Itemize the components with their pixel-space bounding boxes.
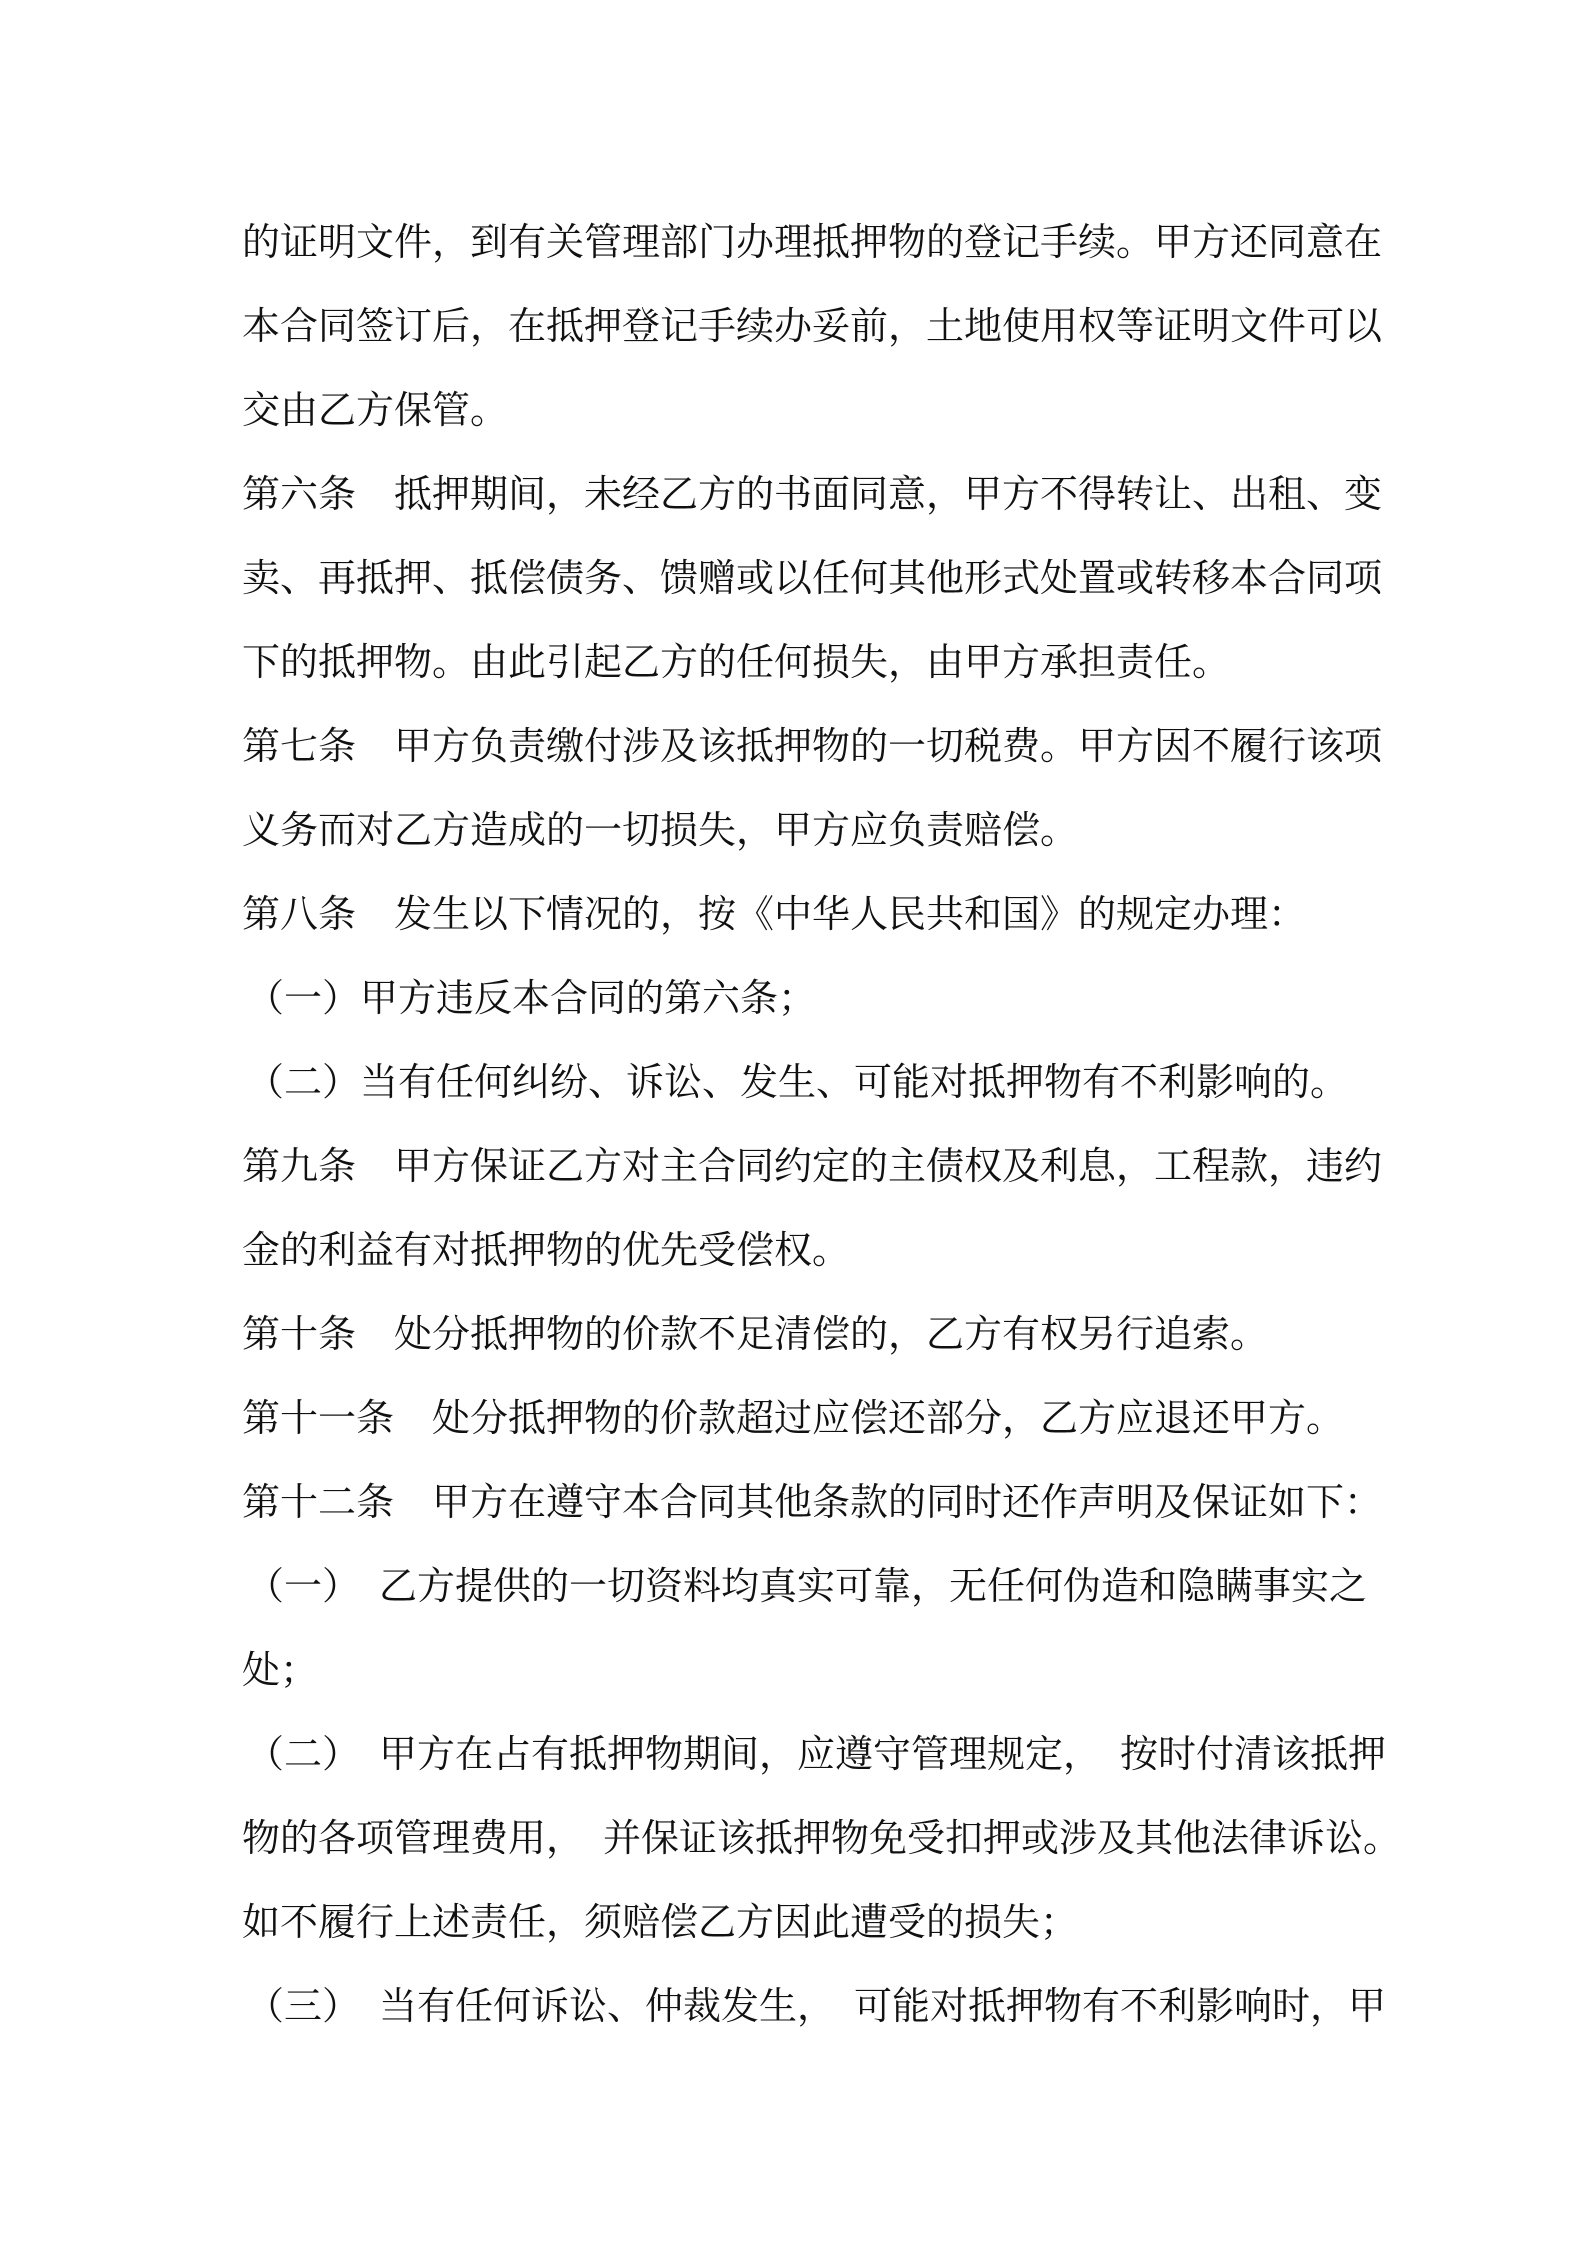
article-10-line-1: 第十条 处分抵押物的价款不足清偿的，乙方有权另行追索。	[242, 1312, 1269, 1356]
article-12-item-2-line-3: 如不履行上述责任，须赔偿乙方因此遭受的损失；	[242, 1900, 1079, 1944]
text-line-3: 交由乙方保管。	[242, 388, 509, 432]
article-8-item-1: （一）甲方违反本合同的第六条；	[246, 976, 817, 1020]
article-6-line-2: 卖、再抵押、抵偿债务、馈赠或以任何其他形式处置或转移本合同项	[242, 556, 1383, 600]
article-6-line-1: 第六条 抵押期间，未经乙方的书面同意，甲方不得转让、出租、变	[242, 472, 1383, 516]
article-12-item-2-line-2: 物的各项管理费用， 并保证该抵押物免受扣押或涉及其他法律诉讼。	[242, 1816, 1402, 1860]
article-12-item-3-line-1: （三） 当有任何诉讼、仲裁发生， 可能对抵押物有不利影响时，甲	[246, 1984, 1387, 2028]
article-12-item-1-line-1: （一） 乙方提供的一切资料均真实可靠，无任何伪造和隐瞒事实之	[246, 1564, 1368, 1608]
article-7-line-1: 第七条 甲方负责缴付涉及该抵押物的一切税费。甲方因不履行该项	[242, 724, 1383, 768]
article-12-item-1-line-2: 处；	[242, 1648, 319, 1692]
article-9-line-1: 第九条 甲方保证乙方对主合同约定的主债权及利息，工程款，违约	[242, 1144, 1383, 1188]
article-12-line-1: 第十二条 甲方在遵守本合同其他条款的同时还作声明及保证如下：	[242, 1480, 1383, 1524]
article-8-line-1: 第八条 发生以下情况的，按《中华人民共和国》的规定办理：	[242, 892, 1307, 936]
article-9-line-2: 金的利益有对抵押物的优先受偿权。	[242, 1228, 851, 1272]
article-7-line-2: 义务而对乙方造成的一切损失，甲方应负责赔偿。	[242, 808, 1079, 852]
text-line-2: 本合同签订后，在抵押登记手续办妥前，土地使用权等证明文件可以	[242, 304, 1383, 348]
article-11-line-1: 第十一条 处分抵押物的价款超过应偿还部分，乙方应退还甲方。	[242, 1396, 1345, 1440]
article-8-item-2: （二）当有任何纠纷、诉讼、发生、可能对抵押物有不利影响的。	[246, 1060, 1349, 1104]
contract-text-block	[242, 200, 1402, 2048]
article-12-item-2-line-1: （二） 甲方在占有抵押物期间，应遵守管理规定， 按时付清该抵押	[246, 1732, 1387, 1776]
text-line-1: 的证明文件，到有关管理部门办理抵押物的登记手续。甲方还同意在	[242, 220, 1383, 264]
article-6-line-3: 下的抵押物。由此引起乙方的任何损失，由甲方承担责任。	[242, 640, 1231, 684]
